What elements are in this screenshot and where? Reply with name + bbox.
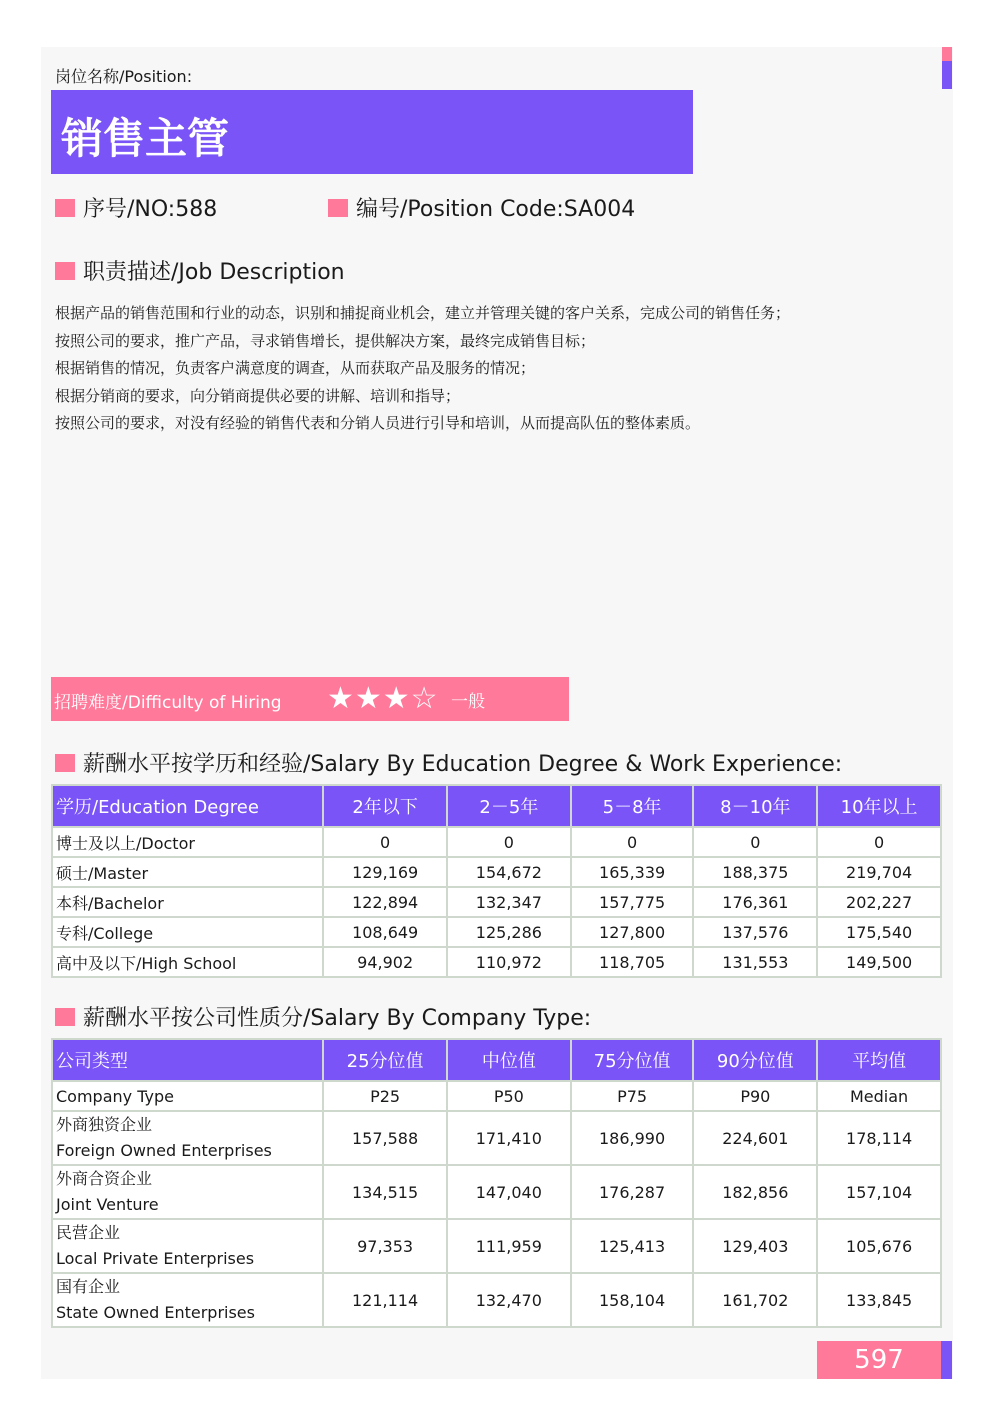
table-cell: 97,353: [323, 1219, 447, 1273]
table-cell: 132,470: [447, 1273, 571, 1327]
table-header-cell: 中位值: [447, 1039, 571, 1081]
table-cell: 125,413: [571, 1219, 694, 1273]
page-title: 销售主管: [61, 114, 230, 163]
table-cell: 133,845: [817, 1273, 941, 1327]
table-cell: 110,972: [447, 947, 571, 977]
table-cell: 121,114: [323, 1273, 447, 1327]
table-cell: 154,672: [447, 857, 571, 887]
position-number: [55, 192, 217, 223]
table-cell: 161,702: [693, 1273, 817, 1327]
hiring-difficulty-label: 招聘难度/Difficulty of Hiring: [54, 693, 282, 713]
table-cell: 149,500: [817, 947, 941, 977]
company-salary-table: [51, 1038, 942, 1328]
table-cell: 171,410: [447, 1111, 571, 1165]
table-cell: 129,169: [323, 857, 447, 887]
table-header-cell: 25分位值: [323, 1039, 447, 1081]
table-header-cell: 75分位值: [571, 1039, 694, 1081]
table-cell: P50: [447, 1081, 571, 1111]
table-cell: 132,347: [447, 887, 571, 917]
table-cell: 105,676: [817, 1219, 941, 1273]
table-header-cell: 公司类型: [52, 1039, 323, 1081]
education-salary-table: [51, 784, 942, 978]
table-cell: 外商合资企业 Joint Venture: [52, 1165, 323, 1219]
table-row: [52, 827, 941, 857]
table-row: [52, 857, 941, 887]
table-header-cell: 90分位值: [693, 1039, 817, 1081]
table-cell: Median: [817, 1081, 941, 1111]
bullet-square-icon: [55, 1008, 75, 1026]
table-cell: 专科/College: [52, 917, 323, 947]
position-code-text: 编号/Position Code:SA004: [356, 197, 636, 222]
table-cell: 本科/Bachelor: [52, 887, 323, 917]
table-row: [52, 1273, 941, 1327]
table-cell: 157,104: [817, 1165, 941, 1219]
company-salary-heading: 薪酬水平按公司性质分/Salary By Company Type:: [55, 1001, 591, 1032]
table-cell: 0: [693, 827, 817, 857]
job-description-line: 根据销售的情况，负责客户满意度的调查，从而获取产品及服务的情况；: [55, 359, 536, 377]
table-cell: 0: [571, 827, 694, 857]
table-cell: 188,375: [693, 857, 817, 887]
table-header-cell: 10年以上: [817, 785, 941, 827]
job-description-line: 根据分销商的要求，向分销商提供必要的讲解、培训和指导；: [55, 386, 461, 405]
page-number-accent: [941, 1341, 952, 1379]
table-cell: P25: [323, 1081, 447, 1111]
table-cell: 157,588: [323, 1111, 447, 1165]
table-cell: 94,902: [323, 947, 447, 977]
position-number-text: 序号/NO:588: [83, 197, 218, 222]
table-cell: 博士及以上/Doctor: [52, 827, 323, 857]
table-cell: 122,894: [323, 887, 447, 917]
hiring-difficulty-level: 一般: [451, 692, 485, 712]
education-salary-heading: 薪酬水平按学历和经验/Salary By Education Degree & Work Experience:: [55, 747, 842, 778]
bullet-square-icon: [328, 199, 348, 217]
table-header-cell: 8－10年: [693, 785, 817, 827]
table-cell: 165,339: [571, 857, 694, 887]
table-row: [52, 1219, 941, 1273]
table-row: [52, 1111, 941, 1165]
table-cell: 137,576: [693, 917, 817, 947]
table-cell: 224,601: [693, 1111, 817, 1165]
job-description-line: 按照公司的要求，对没有经验的销售代表和分销人员进行引导和培训，从而提高队伍的整体素质。: [55, 414, 701, 432]
table-row: [52, 1165, 941, 1219]
bullet-square-icon: [55, 754, 75, 772]
table-header-row: [52, 785, 941, 827]
position-code: [328, 192, 635, 223]
table-cell: 118,705: [571, 947, 694, 977]
table-cell: 外商独资企业 Foreign Owned Enterprises: [52, 1111, 323, 1165]
table-cell: Company Type: [52, 1081, 323, 1111]
table-cell: 178,114: [817, 1111, 941, 1165]
table-cell: 176,287: [571, 1165, 694, 1219]
job-description-line: 根据产品的销售范围和行业的动态，识别和捕捉商业机会，建立并管理关键的客户关系，完成公司的销售任务；: [55, 304, 791, 322]
table-header-cell: 2年以下: [323, 785, 447, 827]
table-cell: 民营企业 Local Private Enterprises: [52, 1219, 323, 1273]
table-subheader-row: [52, 1081, 941, 1111]
title-banner: [51, 90, 693, 174]
table-cell: P90: [693, 1081, 817, 1111]
position-label: 岗位名称/Position:: [55, 67, 193, 86]
table-header-row: [52, 1039, 941, 1081]
table-cell: 127,800: [571, 917, 694, 947]
bullet-square-icon: [55, 199, 75, 217]
table-header-cell: 平均值: [817, 1039, 941, 1081]
job-description-heading: 职责描述/Job Description: [55, 255, 345, 286]
table-cell: 219,704: [817, 857, 941, 887]
table-cell: 0: [817, 827, 941, 857]
table-header-cell: 5－8年: [571, 785, 694, 827]
page-number: 597: [817, 1341, 941, 1379]
table-cell: 129,403: [693, 1219, 817, 1273]
table-row: [52, 947, 941, 977]
table-cell: 131,553: [693, 947, 817, 977]
table-cell: 134,515: [323, 1165, 447, 1219]
table-cell: 0: [447, 827, 571, 857]
table-cell: 111,959: [447, 1219, 571, 1273]
table-row: [52, 887, 941, 917]
table-cell: 高中及以下/High School: [52, 947, 323, 977]
table-cell: 108,649: [323, 917, 447, 947]
table-cell: P75: [571, 1081, 694, 1111]
job-description: [55, 300, 790, 438]
job-description-line: 按照公司的要求，推广产品，寻求销售增长，提供解决方案，最终完成销售目标；: [55, 331, 596, 350]
table-cell: 0: [323, 827, 447, 857]
table-cell: 182,856: [693, 1165, 817, 1219]
bullet-square-icon: [55, 262, 75, 280]
table-row: [52, 917, 941, 947]
table-cell: 176,361: [693, 887, 817, 917]
table-header-cell: 2－5年: [447, 785, 571, 827]
table-cell: 202,227: [817, 887, 941, 917]
table-cell: 125,286: [447, 917, 571, 947]
table-header-cell: 学历/Education Degree: [52, 785, 323, 827]
table-cell: 175,540: [817, 917, 941, 947]
table-cell: 硕士/Master: [52, 857, 323, 887]
table-cell: 147,040: [447, 1165, 571, 1219]
corner-decoration: [942, 47, 952, 89]
hiring-difficulty-bar: [51, 677, 569, 721]
table-cell: 158,104: [571, 1273, 694, 1327]
table-cell: 186,990: [571, 1111, 694, 1165]
table-cell: 157,775: [571, 887, 694, 917]
table-cell: 国有企业 State Owned Enterprises: [52, 1273, 323, 1327]
star-rating-icon: ★★★☆: [327, 681, 439, 716]
